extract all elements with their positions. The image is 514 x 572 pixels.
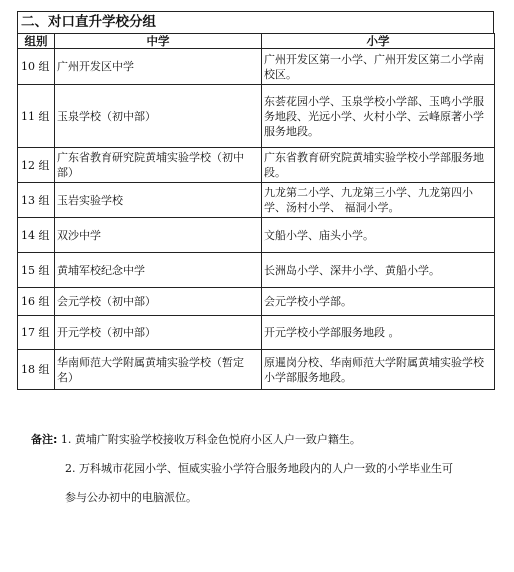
table-row — [18, 148, 495, 183]
table-row — [18, 49, 495, 85]
middle-school-cell: 广东省教育研究院黄埔实验学校（初中部） — [55, 148, 262, 183]
primary-school-cell: 广州开发区第一小学、广州开发区第二小学南校区。 — [262, 49, 495, 85]
primary-school-cell: 开元学校小学部服务地段 。 — [262, 316, 495, 350]
header-group: 组别 — [18, 34, 55, 49]
note-1-text: 1. 黄埔广附实验学校接收万科金色悦府小区人户一致户籍生。 — [57, 433, 361, 446]
group-cell: 18 组 — [18, 350, 55, 390]
primary-school-cell: 东荟花园小学、玉泉学校小学部、玉鸣小学服务地段、光远小学、火村小学、云峰原著小学服务地段。 — [262, 85, 495, 148]
table-row — [18, 350, 495, 390]
section-title: 二、对口直升学校分组 — [17, 11, 494, 33]
table-row — [18, 218, 495, 253]
middle-school-cell: 广州开发区中学 — [55, 49, 262, 85]
note-1 — [31, 432, 361, 447]
middle-school-cell: 会元学校（初中部） — [55, 288, 262, 316]
table-row — [18, 316, 495, 350]
group-cell: 17 组 — [18, 316, 55, 350]
middle-school-cell: 双沙中学 — [55, 218, 262, 253]
primary-school-cell: 九龙第二小学、九龙第三小学、九龙第四小学、汤村小学、 福洞小学。 — [262, 183, 495, 218]
school-group-table — [17, 33, 495, 390]
primary-school-cell: 广东省教育研究院黄埔实验学校小学部服务地段。 — [262, 148, 495, 183]
group-cell: 15 组 — [18, 253, 55, 288]
group-cell: 11 组 — [18, 85, 55, 148]
header-middle-school: 中学 — [55, 34, 262, 49]
group-cell: 12 组 — [18, 148, 55, 183]
primary-school-cell: 文船小学、庙头小学。 — [262, 218, 495, 253]
table-header-row — [18, 34, 495, 49]
note-2-line-1: 2. 万科城市花园小学、恒威实验小学符合服务地段内的人户一致的小学毕业生可 — [65, 462, 453, 475]
notes-label: 备注: — [31, 433, 58, 446]
middle-school-cell: 玉岩实验学校 — [55, 183, 262, 218]
table-row — [18, 253, 495, 288]
middle-school-cell: 玉泉学校（初中部） — [55, 85, 262, 148]
primary-school-cell: 会元学校小学部。 — [262, 288, 495, 316]
group-cell: 13 组 — [18, 183, 55, 218]
middle-school-cell: 开元学校（初中部） — [55, 316, 262, 350]
group-cell: 10 组 — [18, 49, 55, 85]
middle-school-cell: 黄埔军校纪念中学 — [55, 253, 262, 288]
middle-school-cell: 华南师范大学附属黄埔实验学校（暂定名） — [55, 350, 262, 390]
primary-school-cell: 原暹岗分校、华南师范大学附属黄埔实验学校小学部服务地段。 — [262, 350, 495, 390]
table-row — [18, 85, 495, 148]
table-row — [18, 288, 495, 316]
group-cell: 16 组 — [18, 288, 55, 316]
allocation-sheet — [17, 11, 494, 390]
note-2-line-2: 参与公办初中的电脑派位。 — [65, 491, 197, 504]
group-cell: 14 组 — [18, 218, 55, 253]
primary-school-cell: 长洲岛小学、深井小学、黄船小学。 — [262, 253, 495, 288]
header-primary-school: 小学 — [262, 34, 495, 49]
table-row — [18, 183, 495, 218]
